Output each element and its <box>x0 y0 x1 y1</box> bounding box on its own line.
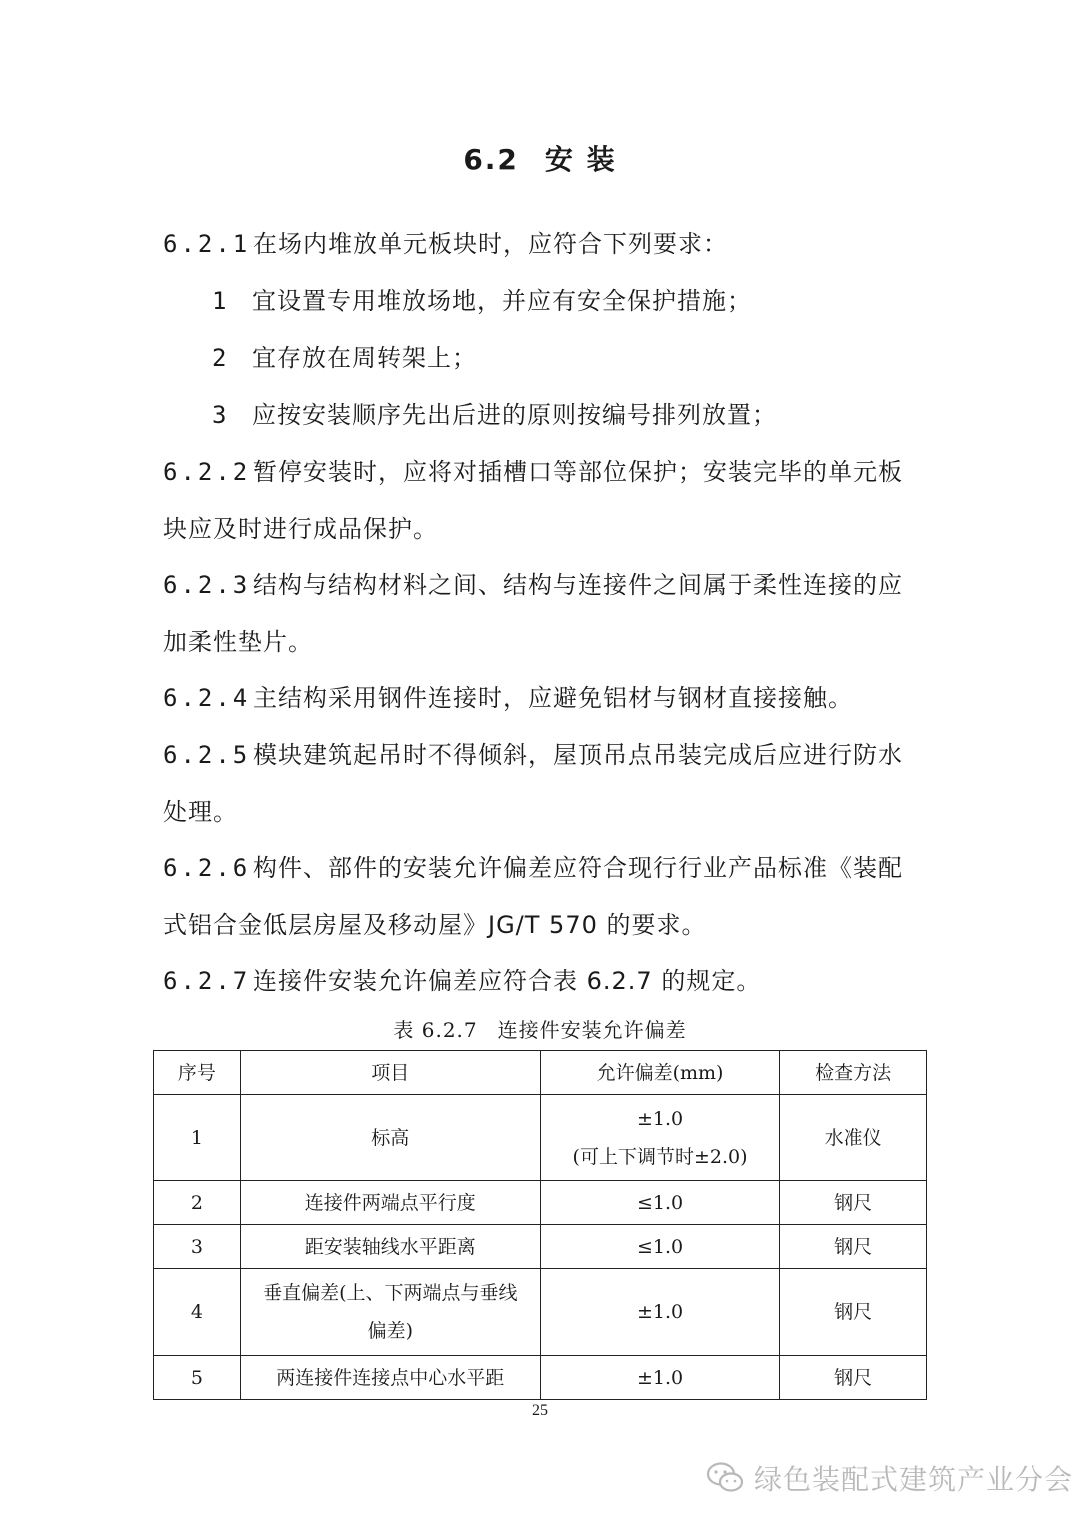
cell-no: 1 <box>154 1095 241 1181</box>
list-item-number: 2 <box>212 344 228 372</box>
paragraph-6-2-6 <box>163 840 923 954</box>
list-item-text: 宜设置专用堆放场地，并应有安全保护措施； <box>252 287 752 315</box>
clause-number: 6.2.1 <box>163 230 251 258</box>
cell-no: 4 <box>154 1269 241 1356</box>
list-item-number: 3 <box>212 401 228 429</box>
clause-number: 6.2.6 <box>163 854 251 882</box>
cell-deviation: ≤1.0 <box>540 1225 780 1269</box>
clause-text: 结构与结构材料之间、结构与连接件之间属于柔性连接的应加柔性垫片。 <box>163 571 903 656</box>
cell-deviation: ±1.0 <box>540 1356 780 1400</box>
clause-text: 在场内堆放单元板块时，应符合下列要求： <box>253 230 728 258</box>
table-row <box>154 1356 927 1400</box>
clause-text: 连接件安装允许偏差应符合表 6.2.7 的规定。 <box>253 967 762 995</box>
cell-method: 钢尺 <box>780 1181 927 1225</box>
wechat-icon <box>706 1461 746 1495</box>
deviation-note: (可上下调节时±2.0) <box>572 1145 748 1168</box>
watermark-text: 绿色装配式建筑产业分会 <box>754 1463 1074 1496</box>
list-item-number: 1 <box>212 287 228 315</box>
list-item-text: 应按安装顺序先出后进的原则按编号排列放置； <box>252 401 777 429</box>
table-caption <box>0 1014 1080 1043</box>
cell-item-text: 垂直偏差(上、下两端点与垂线偏差) <box>263 1282 518 1342</box>
deviation-value: ±1.0 <box>636 1107 684 1130</box>
paragraph-6-2-3 <box>163 557 923 671</box>
table-row <box>154 1269 927 1356</box>
page-number: 25 <box>532 1402 548 1419</box>
clause-number: 6.2.2 <box>163 458 251 486</box>
clause-number: 6.2.3 <box>163 571 251 599</box>
cell-item <box>240 1269 540 1356</box>
list-item <box>212 273 752 330</box>
header-cell-method: 检查方法 <box>780 1051 927 1095</box>
paragraph-6-2-2 <box>163 444 923 558</box>
header-cell-item: 项目 <box>240 1051 540 1095</box>
paragraph-6-2-4 <box>163 670 923 727</box>
cell-item: 距安装轴线水平距离 <box>240 1225 540 1269</box>
cell-item: 连接件两端点平行度 <box>240 1181 540 1225</box>
cell-item: 标高 <box>240 1095 540 1181</box>
clause-number: 6.2.4 <box>163 684 251 712</box>
paragraph-6-2-5 <box>163 727 923 841</box>
clause-text: 构件、部件的安装允许偏差应符合现行行业产品标准《装配式铝合金低层房屋及移动屋》JG/T 570 的要求。 <box>163 854 903 939</box>
section-title <box>0 138 1080 178</box>
section-number: 6.2 <box>463 143 519 176</box>
clause-text: 暂停安装时，应将对插槽口等部位保护；安装完毕的单元板块应及时进行成品保护。 <box>163 458 903 543</box>
deviation-table <box>153 1050 927 1400</box>
table-caption-number: 表 6.2.7 <box>393 1018 478 1042</box>
cell-item: 两连接件连接点中心水平距 <box>240 1356 540 1400</box>
clause-number: 6.2.7 <box>163 967 251 995</box>
header-cell-no: 序号 <box>154 1051 241 1095</box>
clause-text: 主结构采用钢件连接时，应避免铝材与钢材直接接触。 <box>253 684 853 712</box>
cell-method: 钢尺 <box>780 1225 927 1269</box>
table-row <box>154 1225 927 1269</box>
list-item <box>212 330 477 387</box>
cell-no: 3 <box>154 1225 241 1269</box>
section-heading: 安 装 <box>544 143 617 176</box>
table-row <box>154 1095 927 1181</box>
cell-no: 5 <box>154 1356 241 1400</box>
watermark <box>706 1458 1073 1498</box>
cell-deviation: ≤1.0 <box>540 1181 780 1225</box>
paragraph-6-2-7 <box>163 953 923 1010</box>
clause-text: 模块建筑起吊时不得倾斜，屋顶吊点吊装完成后应进行防水处理。 <box>163 741 903 826</box>
cell-no: 2 <box>154 1181 241 1225</box>
cell-method: 水准仪 <box>780 1095 927 1181</box>
cell-method: 钢尺 <box>780 1269 927 1356</box>
table-header-row <box>154 1051 927 1095</box>
clause-number: 6.2.5 <box>163 741 251 769</box>
list-item-text: 宜存放在周转架上； <box>252 344 477 372</box>
cell-deviation <box>540 1095 780 1181</box>
list-item <box>212 387 777 444</box>
cell-method: 钢尺 <box>780 1356 927 1400</box>
table-row <box>154 1181 927 1225</box>
paragraph-6-2-1 <box>163 216 923 273</box>
header-cell-deviation: 允许偏差(mm) <box>540 1051 780 1095</box>
cell-deviation: ±1.0 <box>540 1269 780 1356</box>
table-caption-title: 连接件安装允许偏差 <box>497 1018 687 1042</box>
